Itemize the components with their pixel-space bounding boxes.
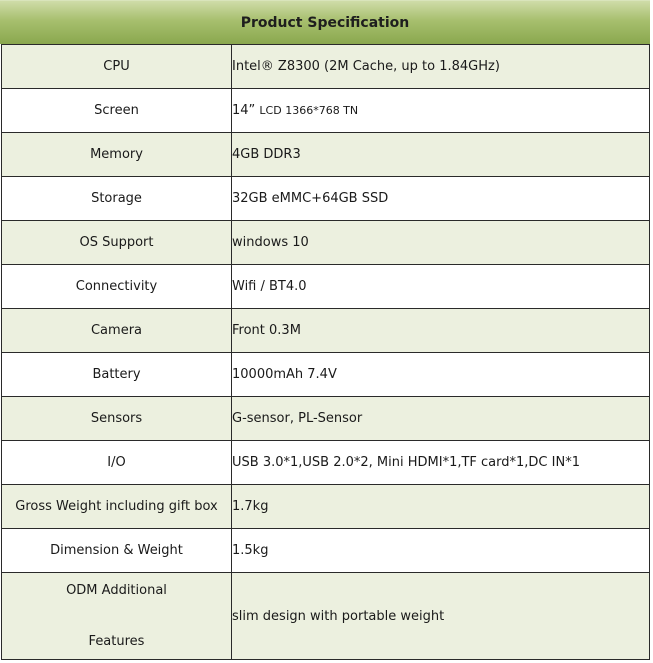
- table-row: [2, 397, 650, 441]
- spec-value: 1.5kg: [232, 529, 650, 573]
- spec-key: Camera: [2, 309, 232, 353]
- spec-key: Memory: [2, 133, 232, 177]
- spec-title: Product Specification: [240, 14, 410, 31]
- table-row: [2, 485, 650, 529]
- table-row: [2, 529, 650, 573]
- spec-table: [1, 44, 650, 660]
- spec-value: [232, 89, 650, 133]
- spec-key: CPU: [2, 45, 232, 89]
- spec-value: 4GB DDR3: [232, 133, 650, 177]
- spec-key: Storage: [2, 177, 232, 221]
- spec-value: slim design with portable weight: [232, 573, 650, 660]
- spec-value: 1.7kg: [232, 485, 650, 529]
- screen-size: 14”: [232, 103, 256, 118]
- table-row: [2, 353, 650, 397]
- spec-value: G-sensor, PL-Sensor: [232, 397, 650, 441]
- spec-key: Connectivity: [2, 265, 232, 309]
- spec-value: Wifi / BT4.0: [232, 265, 650, 309]
- table-row: [2, 89, 650, 133]
- table-row: [2, 441, 650, 485]
- spec-key: Dimension & Weight: [2, 529, 232, 573]
- spec-key: Battery: [2, 353, 232, 397]
- spec-key-line2: Features: [88, 634, 145, 649]
- screen-detail: LCD 1366*768 TN: [259, 104, 359, 117]
- spec-value: 10000mAh 7.4V: [232, 353, 650, 397]
- table-row: [2, 573, 650, 660]
- table-row: [2, 265, 650, 309]
- spec-header: [0, 0, 650, 44]
- table-row: [2, 177, 650, 221]
- spec-key: Screen: [2, 89, 232, 133]
- table-row: [2, 309, 650, 353]
- spec-value: USB 3.0*1,USB 2.0*2, Mini HDMI*1,TF card*1,DC IN*1: [232, 441, 650, 485]
- spec-key: [2, 573, 232, 660]
- spec-value: Front 0.3M: [232, 309, 650, 353]
- spec-key-line1: ODM Additional: [66, 583, 167, 598]
- table-row: [2, 45, 650, 89]
- spec-key: Sensors: [2, 397, 232, 441]
- spec-value: 32GB eMMC+64GB SSD: [232, 177, 650, 221]
- table-row: [2, 221, 650, 265]
- spec-key: Gross Weight including gift box: [2, 485, 232, 529]
- table-row: [2, 133, 650, 177]
- spec-value: windows 10: [232, 221, 650, 265]
- spec-key: OS Support: [2, 221, 232, 265]
- spec-value: Intel® Z8300 (2M Cache, up to 1.84GHz): [232, 45, 650, 89]
- spec-key: I/O: [2, 441, 232, 485]
